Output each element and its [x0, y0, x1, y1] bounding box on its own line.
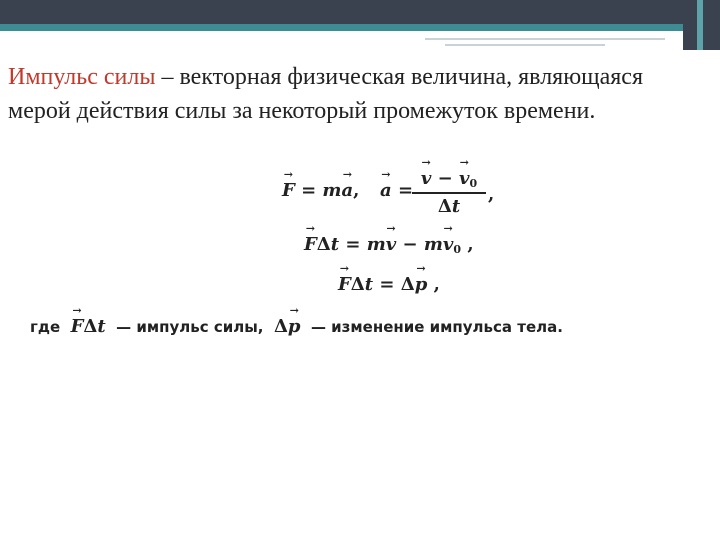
formula-impulse-momentum: → $F\Delta t = m\to v - m\to v_0$ ,	[304, 234, 474, 256]
where-prefix: где	[30, 318, 61, 336]
definition-text: – векторная физическая величина, являющаяся мерой действия силы за некоторый промежуток времени.	[8, 64, 643, 124]
formula-acceleration-left: → a =	[380, 180, 413, 201]
formula-newton-second-law: → F = m→ a,	[282, 180, 359, 201]
formula-comma: ,	[488, 184, 495, 205]
impulse-label: — импульс силы,	[116, 318, 264, 336]
definition-term: Импульс силы	[8, 64, 156, 90]
delta-p-symbol: Δ→ p	[274, 316, 301, 337]
where-explanation	[30, 316, 563, 337]
impulse-symbol: → FΔt	[71, 316, 106, 337]
formula-impulse-equals-delta-p: → FΔt = Δ→ p ,	[338, 274, 440, 295]
fraction-numerator: → v − → $v_0$	[412, 168, 486, 194]
formula-acceleration-fraction	[412, 168, 486, 217]
delta-p-label: — изменение импульса тела.	[310, 318, 563, 336]
fraction-denominator: Δt	[437, 196, 461, 217]
